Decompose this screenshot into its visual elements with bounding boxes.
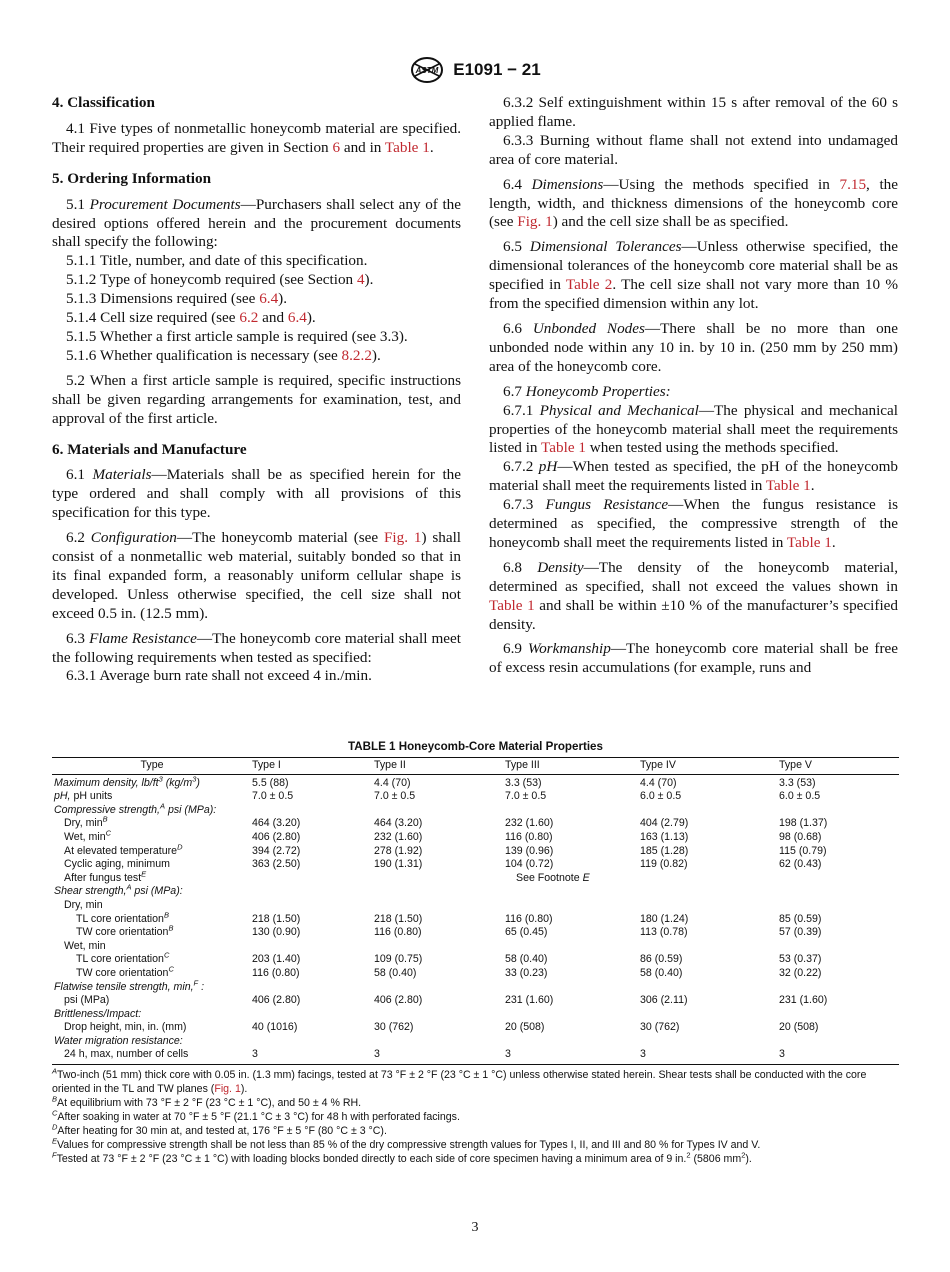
column-header: Type IV [640, 758, 779, 775]
table-row [52, 872, 899, 886]
column-header: Type III [505, 758, 640, 775]
table-cell: 32 (0.22) [779, 966, 822, 979]
table-cell: 3.3 (53) [505, 776, 542, 789]
table-cell: 7.0 ± 0.5 [505, 790, 547, 803]
row-label: Brittleness/Impact: [54, 1007, 142, 1020]
table-row [52, 804, 899, 818]
row-label: psi (MPa) [64, 994, 110, 1007]
table-cell [640, 899, 779, 913]
table-row [52, 913, 899, 927]
row-label: Drop height, min, in. (mm) [64, 1021, 187, 1034]
table-row [52, 940, 899, 954]
table-cell: 406 (2.80) [252, 830, 301, 843]
table-cell: 40 (1016) [252, 1021, 298, 1034]
para-6-2: 6.2 Configuration—The honeycomb material (see Fig. 1) shall consist of a nonmetallic web material, suitably bonded so that in its final expanded form, a reasonably uniform cellular shape is developed. Unless otherwise specified, the cell size shall not exceed 0.5 in. (12.5 mm). [52, 529, 462, 622]
table-cell [374, 1035, 505, 1049]
row-label: Dry, min [64, 898, 103, 911]
left-column [52, 94, 461, 686]
table-row [52, 790, 899, 804]
table-cell: 231 (1.60) [779, 994, 828, 1007]
para-6-3-3: 6.3.3 Burning without flame shall not extend into undamaged area of core material. [489, 131, 898, 168]
table-row [52, 994, 899, 1008]
link-fig-1[interactable]: Fig. 1 [214, 1083, 241, 1096]
table-cell: 5.5 (88) [252, 776, 289, 789]
table-cell [640, 804, 779, 818]
table-cell: 86 (0.59) [640, 953, 683, 966]
table-cell: 115 (0.79) [779, 844, 827, 857]
table-row [52, 1021, 899, 1035]
row-label: Dry, $\min^B$ [64, 814, 108, 830]
para-6-3-2: 6.3.2 Self extinguishment within 15 s after removal of the 60 s applied flame. [489, 94, 898, 130]
table-cell: 464 (3.20) [374, 817, 423, 830]
table-cell [640, 1035, 779, 1049]
table-row [52, 845, 899, 859]
table-cell [779, 885, 899, 899]
table-row [52, 953, 899, 967]
link-table-1[interactable]: Table 1 [489, 596, 535, 614]
table-cell: 7.0 ± 0.5 [374, 790, 416, 803]
row-label: Compressive strength,$^A$ psi (MPa): [54, 801, 217, 816]
table-cell: 116 (0.80) [252, 966, 300, 979]
table-cell: 20 (508) [505, 1021, 545, 1034]
para-6-7-2: 6.7.2 pH—When tested as specified, the pH of the honeycomb material shall meet the requirements listed in Table 1. [489, 458, 898, 495]
table-cell [505, 1008, 640, 1022]
table-cell: 180 (1.24) [640, 912, 689, 925]
para-6-3-1: 6.3.1 Average burn rate shall not exceed 4 in./min. [66, 667, 372, 685]
svg-text:ASTM: ASTM [415, 66, 439, 75]
table-cell: 65 (0.45) [505, 926, 548, 939]
table-cell: 232 (1.60) [374, 830, 423, 843]
table-1 [52, 740, 899, 1166]
table-cell: 406 (2.80) [252, 994, 301, 1007]
table-row [52, 858, 899, 872]
table-cell: 58 (0.40) [640, 966, 683, 979]
table-cell: 218 (1.50) [374, 912, 423, 925]
table-cell [505, 885, 640, 899]
table-cell: 363 (2.50) [252, 858, 301, 871]
para-6-6: 6.6 Unbonded Nodes—There shall be no more than one unbonded node within any 10 in. by 10 in. (250 mm by 250 mm) area of the honeycomb core. [489, 319, 898, 375]
table-cell: 394 (2.72) [252, 844, 301, 857]
row-label: At elevated temperature$^D$ [64, 842, 183, 857]
table-cell: 6.0 ± 0.5 [779, 790, 821, 803]
table-cell [252, 1008, 374, 1022]
row-label: Water migration resistance: [54, 1034, 183, 1047]
table-cell [640, 940, 779, 954]
table-cell: 406 (2.80) [374, 994, 423, 1007]
para-6-4: 6.4 Dimensions—Using the methods specified in 7.15, the length, width, and thickness dimensions of the honeycomb core (see Fig. 1) and the cell size shall be as specified. [489, 175, 899, 231]
para-5-1-5: 5.1.5 Whether a first article sample is required (see 3.3). [66, 327, 408, 345]
row-label: Shear strength,$^A$ psi (MPa): [54, 882, 183, 898]
para-6-7-3: 6.7.3 Fungus Resistance—When the fungus resistance is determined as specified, the compressive strength of the honeycomb shall meet the requirements listed in Table 1. [489, 496, 898, 551]
para-5-1-4: 5.1.4 Cell size required (see 6.2 and 6.4). [66, 309, 316, 327]
table-cell [779, 981, 899, 995]
para-6-7-1: 6.7.1 Physical and Mechanical—The physical and mechanical properties of the honeycomb material shall meet the requirements listed in Table 1 when tested using the methods specified. [489, 401, 898, 457]
table-cell [374, 804, 505, 818]
table-cell: 20 (508) [779, 1021, 819, 1034]
table-cell: 119 (0.82) [640, 858, 688, 871]
row-label: Wet, min [64, 939, 106, 952]
table-cell [779, 1035, 899, 1049]
table-cell: 53 (0.37) [779, 953, 822, 966]
table-cell: 116 (0.80) [505, 912, 553, 925]
table-cell: 4.4 (70) [374, 776, 411, 789]
para-5-1-2: 5.1.2 Type of honeycomb required (see Section 4). [66, 271, 374, 289]
table-footnotes [52, 1068, 899, 1166]
table-cell: 85 (0.59) [779, 912, 822, 925]
footnote: $^D$After heating for 30 min at, and tested at, 176 °F ± 5 °F (80 °C ± 3 °C). [52, 1122, 387, 1138]
link-6-4[interactable]: 6.4 [259, 290, 279, 308]
link-table-1[interactable]: Table 1 [786, 533, 832, 551]
table-cell [505, 1035, 640, 1049]
table-row [52, 1048, 899, 1064]
table-cell: 30 (762) [374, 1021, 414, 1034]
para-6-5: 6.5 Dimensional Tolerances—Unless otherwise specified, the dimensional tolerances of the honeycomb core material shall be as specified in Table 2. The cell size shall not vary more than 10 % from the specified dimension within any lot. [489, 238, 899, 313]
para-6-9: 6.9 Workmanship—The honeycomb core material shall be free of excess resin accumulations (for example, runs and [489, 640, 898, 677]
table-cell: 163 (1.13) [640, 830, 689, 843]
link-8-2-2[interactable]: 8.2.2 [341, 346, 372, 364]
row-label: Wet, $\min^C$ [64, 828, 112, 843]
link-6-4[interactable]: 6.4 [287, 309, 307, 327]
table-cell [374, 885, 505, 899]
table-cell: 33 (0.23) [505, 966, 548, 979]
document-id: E1091 − 21 [453, 60, 541, 79]
row-label: TW core orientation$^C$ [76, 964, 174, 979]
table-row [52, 774, 899, 790]
column-header: Type V [779, 758, 899, 775]
table-cell: 116 (0.80) [374, 926, 422, 939]
table-cell: 218 (1.50) [252, 912, 301, 925]
table-cell: 139 (0.96) [505, 844, 554, 857]
table-cell [252, 804, 374, 818]
row-label: 24 h, max, number of cells [52, 1048, 252, 1064]
table-cell [640, 872, 779, 886]
section-5-heading: 5. Ordering Information [52, 169, 212, 187]
table-cell: 4.4 (70) [640, 776, 677, 789]
table-row [52, 967, 899, 981]
table-cell [252, 872, 374, 886]
table-cell: 231 (1.60) [505, 994, 554, 1007]
right-column [489, 94, 898, 678]
table-cell [640, 885, 779, 899]
table-cell [252, 940, 374, 954]
table-cell [779, 804, 899, 818]
link-section-6[interactable]: 6 [332, 138, 341, 156]
column-header: Type I [252, 758, 374, 775]
table-cell: 7.0 ± 0.5 [252, 790, 294, 803]
table-cell [252, 899, 374, 913]
table-cell [779, 1008, 899, 1022]
link-table-1[interactable]: Table 1 [541, 439, 586, 457]
para-5-1-3: 5.1.3 Dimensions required (see 6.4). [66, 290, 288, 308]
table-cell: 464 (3.20) [252, 817, 301, 830]
table-cell: 404 (2.79) [640, 817, 689, 830]
table-cell: 58 (0.40) [505, 953, 548, 966]
table-cell: 30 (762) [640, 1021, 680, 1034]
para-5-1-6: 5.1.6 Whether qualification is necessary (see 8.2.2). [66, 346, 381, 364]
table-cell [505, 899, 640, 913]
table-cell [374, 981, 505, 995]
footnote: $^F$Tested at 73 °F ± 2 °F (23 °C ± 1 °C) with loading blocks bonded directly to each side of core specimen having a minimum area of 9 in.$^2$ (5806 $mm^2$). [52, 1150, 752, 1166]
table-cell: See Footnote E [516, 871, 590, 884]
link-fig-1[interactable]: Fig. 1 [383, 529, 422, 547]
footnote: $^A$Two-inch (51 mm) thick core with 0.05 in. (1.3 mm) facings, tested at 73 °F ± 2 °F (23 °C ± 1 °C) unless otherwise stated herein. Shear tests shall be conducted with the core oriented in the TL and TW planes (Fig. 1). [52, 1066, 867, 1096]
column-header: Type II [374, 758, 505, 775]
table-cell: 190 (1.31) [374, 858, 423, 871]
link-table-1[interactable]: Table 1 [765, 477, 811, 495]
table-cell: 3 [640, 1048, 779, 1064]
para-6-7: 6.7 Honeycomb Properties: [503, 382, 671, 400]
link-fig-1[interactable]: Fig. 1 [517, 213, 553, 231]
table-cell [640, 1008, 779, 1022]
table-cell: 109 (0.75) [374, 953, 423, 966]
para-5-1-1: 5.1.1 Title, number, and date of this specification. [66, 252, 368, 270]
table-cell: 57 (0.39) [779, 926, 822, 939]
table-title: TABLE 1 Honeycomb-Core Material Properties [348, 740, 603, 753]
row-label: Cyclic aging, minimum [64, 858, 170, 871]
table-cell [374, 872, 505, 886]
table-header-row [52, 758, 899, 775]
table-cell: 278 (1.92) [374, 844, 423, 857]
table-row [52, 981, 899, 995]
row-label: Maximum density, $lb/ft^3$ $(kg/m^3)$ [54, 774, 200, 789]
table-cell: 3 [779, 1048, 899, 1064]
para-5-2: 5.2 When a first article sample is required, specific instructions shall be given regarding arrangements for examination, test, and approval of the first article. [52, 371, 461, 427]
table-cell: 306 (2.11) [640, 994, 688, 1007]
footnote: $^E$Values for compressive strength shall be not less than 85 % of the dry compressive strength values for Types I, II, and III and 80 % for Types IV and V. [52, 1136, 761, 1152]
link-6-2[interactable]: 6.2 [239, 309, 259, 327]
table-cell [374, 899, 505, 913]
table-cell [640, 981, 779, 995]
table-cell: 130 (0.90) [252, 926, 301, 939]
link-section-4[interactable]: 4 [356, 271, 365, 289]
para-6-1: 6.1 Materials—Materials shall be as specified herein for the type ordered and shall comply with all provisions of this specification for this type. [52, 466, 461, 522]
table-cell: 98 (0.68) [779, 830, 822, 843]
para-6-8: 6.8 Density—The density of the honeycomb material, determined as specified, shall not exceed the values shown in Table 1 and shall be within ±10 % of the manufacturer’s specified density. [489, 558, 899, 633]
table-cell: 116 (0.80) [505, 830, 553, 843]
section-4-heading: 4. Classification [52, 94, 155, 111]
properties-table [52, 757, 899, 1065]
table-cell: 58 (0.40) [374, 966, 417, 979]
table-cell: 113 (0.78) [640, 926, 688, 939]
table-cell [779, 940, 899, 954]
table-row [52, 1008, 899, 1022]
link-7-15[interactable]: 7.15 [839, 175, 867, 193]
row-label: pH, pH units [54, 790, 113, 803]
table-cell [505, 804, 640, 818]
page-header [0, 56, 950, 86]
table-cell: 3 [374, 1048, 505, 1064]
row-label: After fungus test$^E$ [64, 869, 147, 884]
para-4-1: 4.1 Five types of nonmetallic honeycomb material are specified. Their required properties are given in Section 6 and in Table 1. [52, 119, 461, 156]
table-row [52, 899, 899, 913]
table-cell [505, 981, 640, 995]
table-cell [779, 872, 899, 886]
row-label: TW core orientation$^B$ [76, 923, 174, 939]
footnote: $^C$After soaking in water at 70 °F ± 5 °F (21.1 °C ± 3 °C) for 48 h with perforated facings. [52, 1108, 460, 1124]
column-header: Type [52, 758, 252, 775]
table-row [52, 926, 899, 940]
table-cell [779, 899, 899, 913]
table-cell [252, 885, 374, 899]
table-cell: 104 (0.72) [505, 858, 554, 871]
link-table-2[interactable]: Table 2 [565, 276, 613, 294]
section-6-heading: 6. Materials and Manufacture [52, 440, 247, 458]
para-5-1: 5.1 Procurement Documents—Purchasers shall select any of the desired options offered herein and the procurement documents shall specify the following: [52, 195, 462, 251]
table-row [52, 1035, 899, 1049]
row-label: Flatwise tensile strength, min,$^F$ : [54, 977, 205, 993]
table-cell: 203 (1.40) [252, 953, 301, 966]
footnote: $^B$At equilibrium with 73 °F ± 2 °F (23 °C ± 1 °C), and 50 ± 4 % RH. [52, 1094, 362, 1110]
astm-logo-icon [409, 56, 445, 84]
table-cell [252, 981, 374, 995]
table-cell [374, 1008, 505, 1022]
table-cell: 198 (1.37) [779, 817, 828, 830]
row-label: TL core orientation$^B$ [76, 910, 169, 925]
table-cell: 3 [252, 1048, 374, 1064]
table-cell: 185 (1.28) [640, 844, 689, 857]
table-cell: 232 (1.60) [505, 817, 554, 830]
table-row [52, 817, 899, 831]
table-cell: 6.0 ± 0.5 [640, 790, 682, 803]
page-number: 3 [471, 1220, 479, 1235]
table-row [52, 885, 899, 899]
para-6-3: 6.3 Flame Resistance—The honeycomb core material shall meet the following requirements when tested as specified: [52, 629, 462, 666]
table-cell [505, 940, 640, 954]
table-cell: 3 [505, 1048, 640, 1064]
table-cell: 3.3 (53) [779, 776, 816, 789]
link-table-1[interactable]: Table 1 [384, 138, 430, 156]
table-cell [252, 1035, 374, 1049]
table-cell [374, 940, 505, 954]
table-cell: 62 (0.43) [779, 858, 822, 871]
row-label: TL core orientation$^C$ [76, 950, 170, 966]
